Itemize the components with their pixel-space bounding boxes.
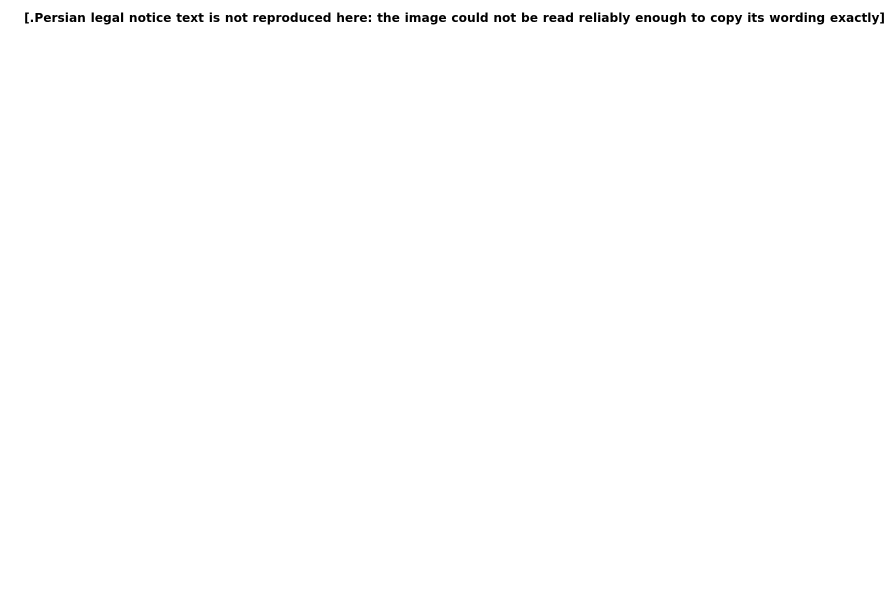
notice-body-text: [Persian legal notice text is not reproduced here: the image could not be read reliably enough to copy its wording exactly.] [24, 11, 885, 25]
